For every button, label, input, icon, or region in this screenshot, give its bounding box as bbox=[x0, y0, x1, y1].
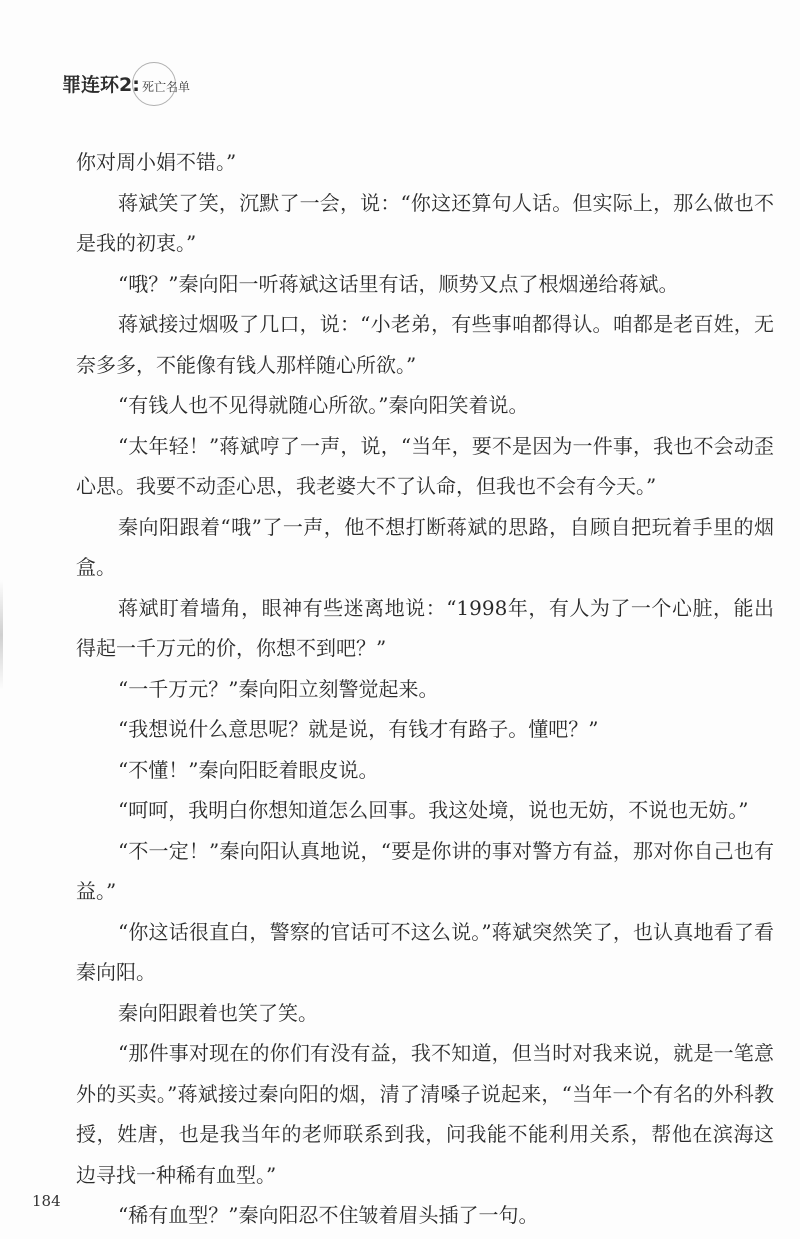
paragraph: “一千万元？”秦向阳立刻警觉起来。 bbox=[118, 676, 439, 701]
paragraph: “你这话很直白，警察的官话可不这么说。”蒋斌突然笑了，也认真地看了看秦向阳。 bbox=[76, 919, 774, 984]
paragraph: “我想说什么意思呢？就是说，有钱才有路子。懂吧？” bbox=[118, 717, 599, 741]
paragraph: 蒋斌笑了笑，沉默了一会，说：“你这还算句人话。但实际上，那么做也不是我的初衷。” bbox=[76, 190, 774, 255]
paragraph: “太年轻！”蒋斌哼了一声，说，“当年，要不是因为一件事，我也不会动歪心思。我要不动歪心思，我老婆大不了认命，但我也不会有今天。” bbox=[76, 433, 774, 498]
running-header bbox=[60, 58, 260, 108]
paragraph: 秦向阳跟着也笑了笑。 bbox=[118, 1000, 318, 1025]
book-title: 罪连环2: bbox=[62, 74, 140, 96]
paragraph: “不懂！”秦向阳眨着眼皮说。 bbox=[118, 757, 379, 782]
paragraph: “有钱人也不见得就随心所欲。”秦向阳笑着说。 bbox=[118, 393, 529, 417]
paragraph: 你对周小娟不错。” bbox=[76, 150, 237, 174]
page-number: 184 bbox=[32, 1192, 61, 1210]
paragraph: “哦？”秦向阳一听蒋斌这话里有话，顺势又点了根烟递给蒋斌。 bbox=[118, 271, 679, 296]
body-text bbox=[76, 142, 774, 1236]
paragraph: “呵呵，我明白你想知道怎么回事。我这处境，说也无妨，不说也无妨。” bbox=[118, 798, 749, 822]
paragraph: 蒋斌盯着墙角，眼神有些迷离地说：“1998年，有人为了一个心脏，能出得起一千万元的价，你想不到吧？” bbox=[76, 595, 774, 660]
paragraph: 秦向阳跟着“哦”了一声，他不想打断蒋斌的思路，自顾自把玩着手里的烟盒。 bbox=[76, 514, 774, 579]
book-subtitle: 死亡名单 bbox=[142, 80, 191, 94]
page-binding-shadow bbox=[0, 580, 3, 690]
paragraph: “不一定！”秦向阳认真地说，“要是你讲的事对警方有益，那对你自己也有益。” bbox=[76, 838, 774, 903]
paragraph: “那件事对现在的你们有没有益，我不知道，但当时对我来说，就是一笔意外的买卖。”蒋斌接过秦向阳的烟，清了清嗓子说起来，“当年一个有名的外科教授，姓唐，也是我当年的老师联系到我，问我能不能利用关系，帮他在滨海这边寻找一种稀有血型。” bbox=[76, 1041, 774, 1187]
paragraph: “稀有血型？”秦向阳忍不住皱着眉头插了一句。 bbox=[118, 1203, 539, 1227]
paragraph: 蒋斌接过烟吸了几口，说：“小老弟，有些事咱都得认。咱都是老百姓，无奈多多，不能像有钱人那样随心所欲。” bbox=[76, 312, 774, 377]
